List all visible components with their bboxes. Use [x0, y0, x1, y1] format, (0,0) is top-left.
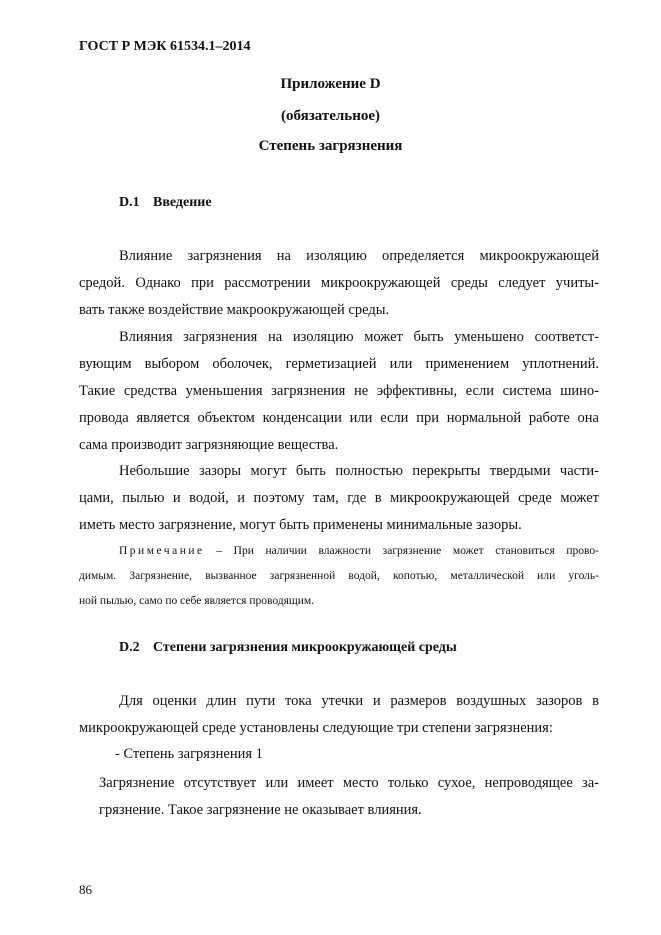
section-2-title: Степени загрязнения микроокружающей среды	[153, 640, 457, 655]
section-2-heading	[119, 640, 457, 656]
appendix-title: Приложение D	[280, 76, 381, 92]
text-line: вующим выбором оболочек, герметизацией или применением уплотнений.	[79, 356, 599, 372]
section-1-number: D.1	[119, 195, 140, 210]
text-line: Влияния загрязнения на изоляцию может быть уменьшено соответст-	[119, 329, 599, 345]
text-line: Такие средства уменьшения загрязнения не эффективны, если система шино-	[79, 383, 599, 399]
page-number: 86	[79, 882, 92, 897]
note-line: димым. Загрязнение, вызванное загрязненной водой, копотью, металлической или уголь-	[79, 570, 599, 582]
note-label: Примечание	[119, 545, 205, 557]
section-1-heading	[119, 195, 212, 211]
text-line: цами, пылью и водой, и поэтому там, где в микроокружающей среде может	[79, 490, 599, 506]
appendix-status: (обязательное)	[280, 108, 381, 124]
text-line: иметь место загрязнение, могут быть применены минимальные зазоры.	[79, 517, 522, 533]
section-1-paragraph-1	[79, 243, 599, 324]
note-line	[79, 539, 599, 564]
pollution-degree-1-item: - Степень загрязнения 1	[115, 746, 263, 762]
text-line: вать также воздействие макроокружающей среды.	[79, 302, 390, 318]
pollution-degree-1-description	[99, 770, 599, 824]
text-line: микроокружающей среде установлены следующие три степени загрязнения:	[79, 720, 553, 736]
section-1-note	[79, 539, 599, 614]
section-1-paragraph-3	[79, 458, 599, 539]
appendix-subject: Степень загрязнения	[258, 138, 403, 154]
text-line: Для оценки длин пути тока утечки и размеров воздушных зазоров в	[119, 693, 599, 709]
note-text: – При наличии влажности загрязнение может становиться прово-	[204, 545, 599, 557]
note-line: ной пылью, само по себе является проводящим.	[79, 595, 315, 607]
text-line: Влияние загрязнения на изоляцию определяется микроокружающей	[119, 248, 599, 264]
text-line: провода является объектом конденсации или если при нормальной работе она	[79, 410, 599, 426]
section-2-paragraph-1	[79, 688, 599, 742]
text-line: сама производит загрязняющие вещества.	[79, 437, 339, 453]
text-line: средой. Однако при рассмотрении микроокружающей среды следует учиты-	[79, 275, 599, 291]
document-header: ГОСТ Р МЭК 61534.1–2014	[79, 39, 251, 54]
section-1-paragraph-2	[79, 324, 599, 459]
section-1-title: Введение	[153, 195, 212, 210]
text-line: грязнение. Такое загрязнение не оказывает влияния.	[99, 802, 422, 818]
text-line: Небольшие зазоры могут быть полностью перекрыты твердыми части-	[119, 463, 599, 479]
section-2-number: D.2	[119, 640, 140, 655]
text-line: Загрязнение отсутствует или имеет место только сухое, непроводящее за-	[99, 775, 599, 791]
